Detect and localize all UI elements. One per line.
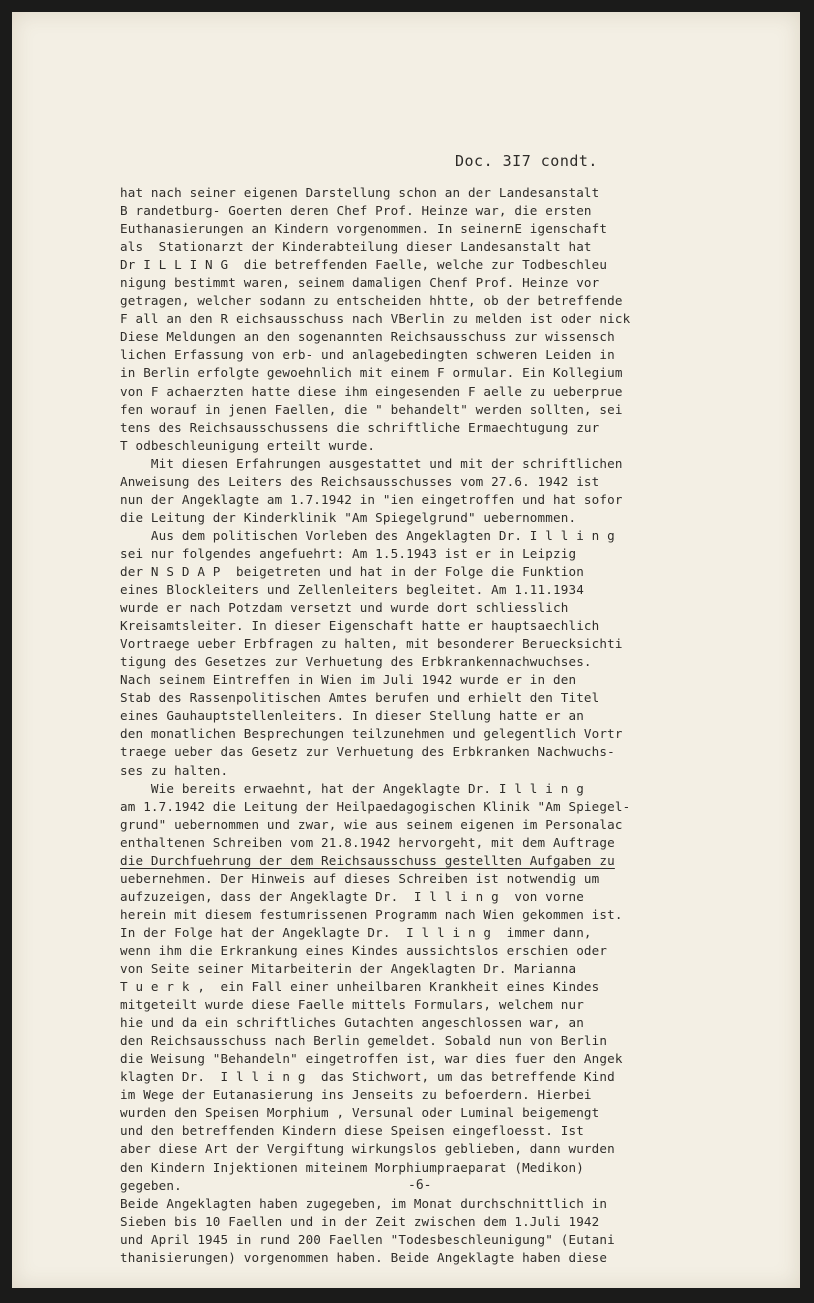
- text-line: Vortraege ueber Erbfragen zu halten, mit besonderer Beruecksichti: [120, 636, 623, 652]
- text-line: In der Folge hat der Angeklagte Dr. I l l i n g immer dann,: [120, 924, 592, 940]
- text-line: ses zu halten.: [120, 762, 229, 778]
- document-reference: Doc. 3I7 condt.: [455, 152, 598, 170]
- text-line: F all an den R eichsausschuss nach VBerlin zu melden ist oder nick: [120, 311, 631, 327]
- text-line: mitgeteilt wurde diese Faelle mittels Formulars, welchem nur: [120, 997, 584, 1013]
- text-line: aber diese Art der Vergiftung wirkungslos geblieben, dann wurden: [120, 1141, 615, 1157]
- text-line: Nach seinem Eintreffen in Wien im Juli 1942 wurde er in den: [120, 672, 577, 688]
- text-line: den monatlichen Besprechungen teilzunehmen und gelegentlich Vortr: [120, 726, 623, 742]
- text-line: nigung bestimmt waren, seinem damaligen Chenf Prof. Heinze vor: [120, 275, 600, 291]
- text-line: wurden den Speisen Morphium , Versunal oder Luminal beigemengt: [120, 1105, 600, 1121]
- text-line: die Leitung der Kinderklinik "Am Spiegelgrund" uebernommen.: [120, 509, 577, 525]
- text-line: Sieben bis 10 Faellen und in der Zeit zwischen dem 1.Juli 1942: [120, 1213, 600, 1229]
- text-line: Anweisung des Leiters des Reichsausschusses vom 27.6. 1942 ist: [120, 473, 600, 489]
- text-line: thanisierungen) vorgenommen haben. Beide Angeklagte haben diese: [120, 1249, 608, 1265]
- text-line: lichen Erfassung von erb- und anlagebedingten schweren Leiden in: [120, 347, 615, 363]
- text-line: uebernehmen. Der Hinweis auf dieses Schreiben ist notwendig um: [120, 870, 600, 886]
- text-line: Beide Angeklagten haben zugegeben, im Monat durchschnittlich in: [120, 1195, 608, 1211]
- text-line: traege ueber das Gesetz zur Verhuetung des Erbkranken Nachwuchs-: [120, 744, 615, 760]
- text-line: klagten Dr. I l l i n g das Stichwort, um das betreffende Kind: [120, 1069, 615, 1085]
- text-line: Mit diesen Erfahrungen ausgestattet und mit der schriftlichen: [120, 455, 623, 471]
- text-line: tigung des Gesetzes zur Verhuetung des Erbkrankennachwuchses.: [120, 654, 592, 670]
- page-number: -6-: [408, 1178, 432, 1193]
- text-line: nun der Angeklagte am 1.7.1942 in "ien eingetroffen und hat sofor: [120, 491, 623, 507]
- underlined-text-line: die Durchfuehrung der dem Reichsausschuss gestellten Aufgaben zu: [120, 852, 615, 868]
- text-line: B randetburg- Goerten deren Chef Prof. Heinze war, die ersten: [120, 203, 592, 219]
- text-line: herein mit diesem festumrissenen Programm nach Wien gekommen ist.: [120, 906, 623, 922]
- text-line: Dr I L L I N G die betreffenden Faelle, welche zur Todbeschleu: [120, 257, 608, 273]
- text-line: als Stationarzt der Kinderabteilung dieser Landesanstalt hat: [120, 239, 592, 255]
- text-line: und den betreffenden Kindern diese Speisen eingefloesst. Ist: [120, 1123, 584, 1139]
- text-line: Aus dem politischen Vorleben des Angeklagten Dr. I l l i n g: [120, 527, 615, 543]
- text-line: Euthanasierungen an Kindern vorgenommen. In seinernE igenschaft: [120, 221, 608, 237]
- text-line: enthaltenen Schreiben vom 21.8.1942 hervorgeht, mit dem Auftrage: [120, 834, 615, 850]
- text-line: aufzuzeigen, dass der Angeklagte Dr. I l l i n g von vorne: [120, 888, 584, 904]
- text-line: T u e r k , ein Fall einer unheilbaren Krankheit eines Kindes: [120, 979, 600, 995]
- text-line: gegeben.: [120, 1177, 182, 1193]
- text-line: wurde er nach Potzdam versetzt und wurde dort schliesslich: [120, 600, 569, 616]
- body-text: [120, 184, 760, 1285]
- text-line: eines Gauhauptstellenleiters. In dieser Stellung hatte er an: [120, 708, 584, 724]
- text-line: sei nur folgendes angefuehrt: Am 1.5.1943 ist er in Leipzig: [120, 545, 577, 561]
- text-line: am 1.7.1942 die Leitung der Heilpaedagogischen Klinik "Am Spiegel-: [120, 798, 631, 814]
- text-line: der N S D A P beigetreten und hat in der Folge die Funktion: [120, 563, 584, 579]
- text-line: Wie bereits erwaehnt, hat der Angeklagte Dr. I l l i n g: [120, 780, 584, 796]
- text-line: fen worauf in jenen Faellen, die " behandelt" werden sollten, sei: [120, 401, 623, 417]
- text-line: eines Blockleiters und Zellenleiters begleitet. Am 1.11.1934: [120, 582, 584, 598]
- text-line: von Seite seiner Mitarbeiterin der Angeklagten Dr. Marianna: [120, 961, 577, 977]
- text-line: grund" uebernommen und zwar, wie aus seinem eigenen im Personalac: [120, 816, 623, 832]
- text-line: wenn ihm die Erkrankung eines Kindes aussichtslos erschien oder: [120, 942, 608, 958]
- text-line: den Reichsausschuss nach Berlin gemeldet. Sobald nun von Berlin: [120, 1033, 608, 1049]
- text-line: Diese Meldungen an den sogenannten Reichsausschuss zur wissensch: [120, 329, 615, 345]
- text-line: in Berlin erfolgte gewoehnlich mit einem F ormular. Ein Kollegium: [120, 365, 623, 381]
- text-line: hie und da ein schriftliches Gutachten angeschlossen war, an: [120, 1015, 584, 1031]
- document-page: [12, 12, 800, 1288]
- text-line: tens des Reichsausschussens die schriftliche Ermaechtugung zur: [120, 419, 600, 435]
- text-line: [120, 1267, 760, 1285]
- text-line: hat nach seiner eigenen Darstellung schon an der Landesanstalt: [120, 185, 600, 200]
- text-line: Kreisamtsleiter. In dieser Eigenschaft hatte er hauptsaechlich: [120, 618, 600, 634]
- text-line: die Weisung "Behandeln" eingetroffen ist, war dies fuer den Angek: [120, 1051, 623, 1067]
- text-line: den Kindern Injektionen miteinem Morphiumpraeparat (Medikon): [120, 1159, 584, 1175]
- text-line: T odbeschleunigung erteilt wurde.: [120, 437, 376, 453]
- text-line: getragen, welcher sodann zu entscheiden hhtte, ob der betreffende: [120, 293, 623, 309]
- text-line: und April 1945 in rund 200 Faellen "Todesbeschleunigung" (Eutani: [120, 1231, 615, 1247]
- text-line: von F achaerzten hatte diese ihm eingesenden F aelle zu ueberprue: [120, 383, 623, 399]
- text-line: im Wege der Eutanasierung ins Jenseits zu befoerdern. Hierbei: [120, 1087, 592, 1103]
- text-line: Stab des Rassenpolitischen Amtes berufen und erhielt den Titel: [120, 690, 600, 706]
